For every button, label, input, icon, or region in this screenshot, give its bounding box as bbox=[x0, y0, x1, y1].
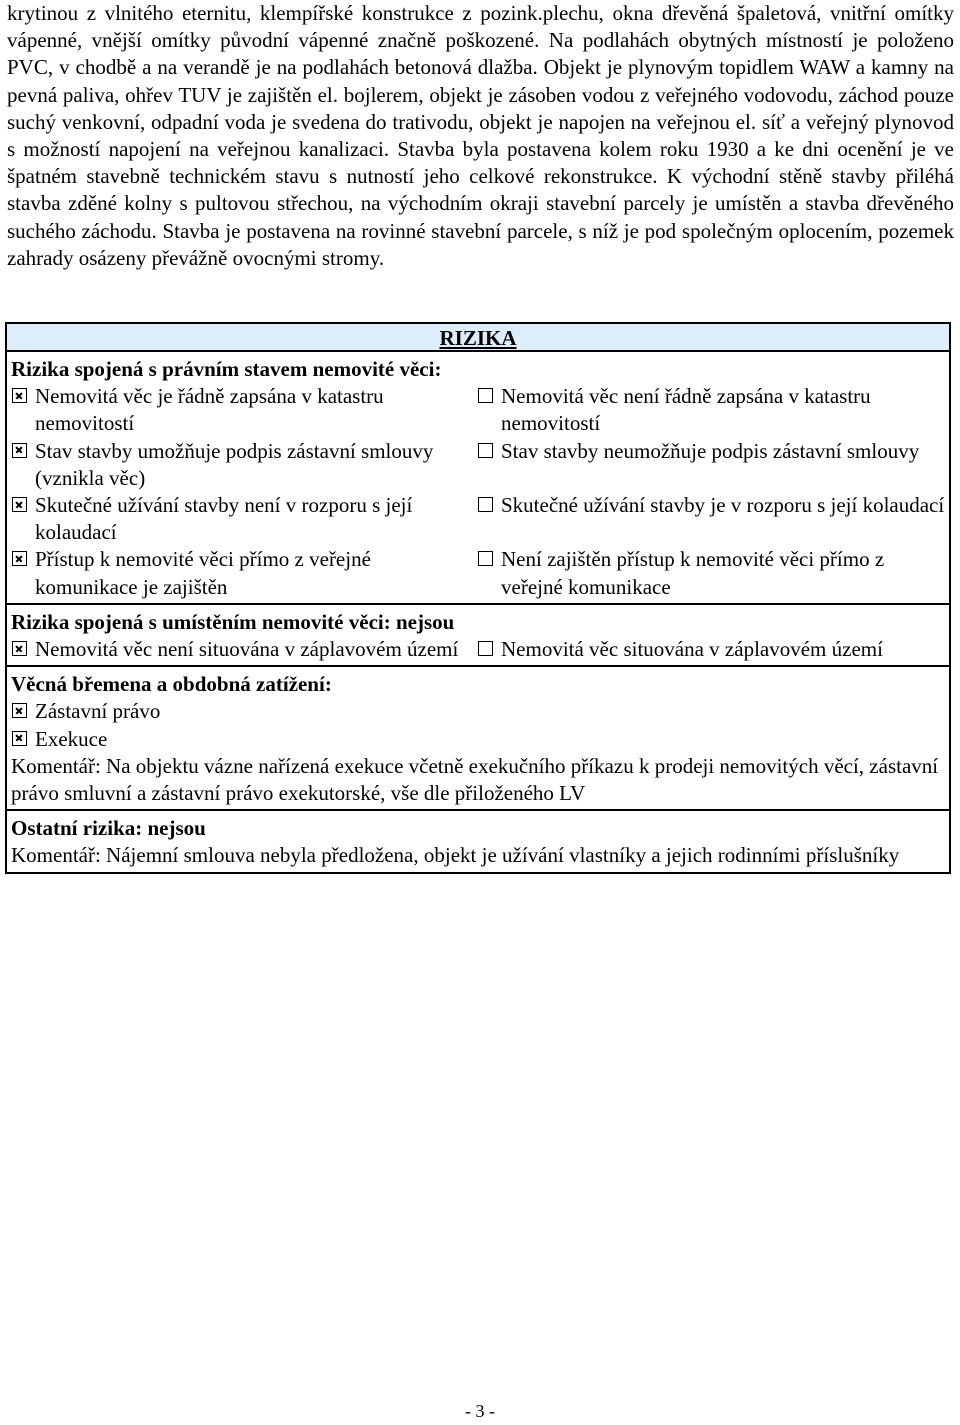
legal-risk-row bbox=[11, 546, 945, 600]
option-label: Stav stavby neumožňuje podpis zástavní smlouvy bbox=[501, 438, 920, 463]
legal-risk-row bbox=[11, 383, 945, 437]
empty-box-icon bbox=[478, 388, 493, 403]
intro-paragraph: krytinou z vlnitého eternitu, klempířské konstrukce z pozink.plechu, okna dřevěná špaletová, vnitřní omítky vápenné, vnější omítky původní vápenné značně poškozené. Na podlahách obytných místností je položeno PVC, v chodbě a na verandě je na podlahách betonová dlažba. Objekt je plynovým topidlem WAW a kamny na pevná paliva, ohřev TUV je zajištěn el. bojlerem, objekt je zásoben vodou z veřejného vodovodu, záchod pouze suchý venkovní, odpadní voda je svedena do trativodu, objekt je napojen na veřejnou el. síť a veřejný plynovod s možností napojení na veřejnou kanalizaci. Stavba byla postavena kolem roku 1930 a ke dni ocenění je ve špatném stavebně technickém stavu s nutností jeho celkové rekonstrukce. K východní stěně stavby přiléhá stavba zděné kolny s pultovou střechou, na východním okraji stavební parcely je umístěn a stavba dřevěného suchého záchodu. Stavba je postavena na rovinné stavební parcele, s níž je pod společným oplocením, pozemek zahrady osázeny převážně ovocnými stromy. bbox=[7, 1, 954, 270]
risks-table bbox=[5, 322, 951, 874]
location-risk-row bbox=[11, 636, 945, 663]
checked-box-icon bbox=[12, 641, 27, 656]
legal-risks-section bbox=[7, 352, 949, 605]
option-label: Nemovitá věc je řádně zapsána v katastru nemovitostí bbox=[35, 384, 384, 436]
other-risks-comment: Komentář: Nájemní smlouva nebyla předložena, objekt je užívání vlastníky a jejich rodinními příslušníky bbox=[11, 843, 900, 868]
other-risks-title: Ostatní rizika: nejsou bbox=[11, 816, 206, 841]
option-label: Nemovitá věc není situována v záplavovém území bbox=[35, 637, 459, 662]
page-number: - 3 - bbox=[465, 1401, 495, 1421]
legal-risk-row bbox=[11, 492, 945, 546]
location-risk-option-right bbox=[477, 636, 945, 663]
legal-risk-option-right bbox=[477, 383, 945, 437]
empty-box-icon bbox=[478, 497, 493, 512]
burdens-section bbox=[7, 667, 949, 811]
checked-box-icon bbox=[12, 388, 27, 403]
option-label: Přístup k nemovité věci přímo z veřejné komunikace je zajištěn bbox=[35, 547, 371, 599]
location-risks-title: Rizika spojená s umístěním nemovité věci: nejsou bbox=[11, 609, 455, 634]
burdens-title: Věcná břemena a obdobná zatížení: bbox=[11, 672, 332, 697]
risks-header bbox=[7, 324, 949, 352]
legal-risk-option-left bbox=[11, 492, 477, 546]
legal-risk-option-right bbox=[477, 546, 945, 600]
location-risks-section bbox=[7, 605, 949, 667]
risks-header-title: RIZIKA bbox=[439, 326, 517, 350]
legal-risk-option-left bbox=[11, 438, 477, 492]
other-risks-section bbox=[7, 811, 949, 871]
option-label: Není zajištěn přístup k nemovité věci přímo z veřejné komunikace bbox=[501, 547, 885, 599]
legal-risk-option-left bbox=[11, 546, 477, 600]
burden-label: Exekuce bbox=[35, 726, 108, 751]
option-label: Nemovitá věc není řádně zapsána v katastru nemovitostí bbox=[501, 384, 871, 436]
checked-box-icon bbox=[12, 551, 27, 566]
burden-item bbox=[11, 698, 945, 725]
option-label: Nemovitá věc situována v záplavovém území bbox=[501, 637, 883, 662]
empty-box-icon bbox=[478, 551, 493, 566]
empty-box-icon bbox=[478, 641, 493, 656]
checked-box-icon bbox=[12, 497, 27, 512]
legal-risk-row bbox=[11, 438, 945, 492]
legal-risks-title: Rizika spojená s právním stavem nemovité věci: bbox=[11, 357, 442, 381]
burden-label: Zástavní právo bbox=[35, 699, 161, 724]
checked-box-icon bbox=[12, 443, 27, 458]
option-label: Skutečné užívání stavby je v rozporu s její kolaudací bbox=[501, 493, 945, 518]
checked-box-icon bbox=[12, 731, 27, 746]
burdens-comment: Komentář: Na objektu vázne nařízená exekuce včetně exekučního příkazu k prodeji nemovitých věcí, zástavní právo smluvní a zástavní právo exekutorské, vše dle přiloženého LV bbox=[11, 753, 939, 806]
legal-risk-option-right bbox=[477, 438, 945, 492]
location-risk-option-left bbox=[11, 636, 477, 663]
legal-risk-option-right bbox=[477, 492, 945, 546]
legal-risk-option-left bbox=[11, 383, 477, 437]
checked-box-icon bbox=[12, 703, 27, 718]
burden-item bbox=[11, 726, 945, 753]
option-label: Stav stavby umožňuje podpis zástavní smlouvy (vznikla věc) bbox=[35, 438, 434, 490]
empty-box-icon bbox=[478, 443, 493, 458]
option-label: Skutečné užívání stavby není v rozporu s její kolaudací bbox=[35, 493, 413, 545]
